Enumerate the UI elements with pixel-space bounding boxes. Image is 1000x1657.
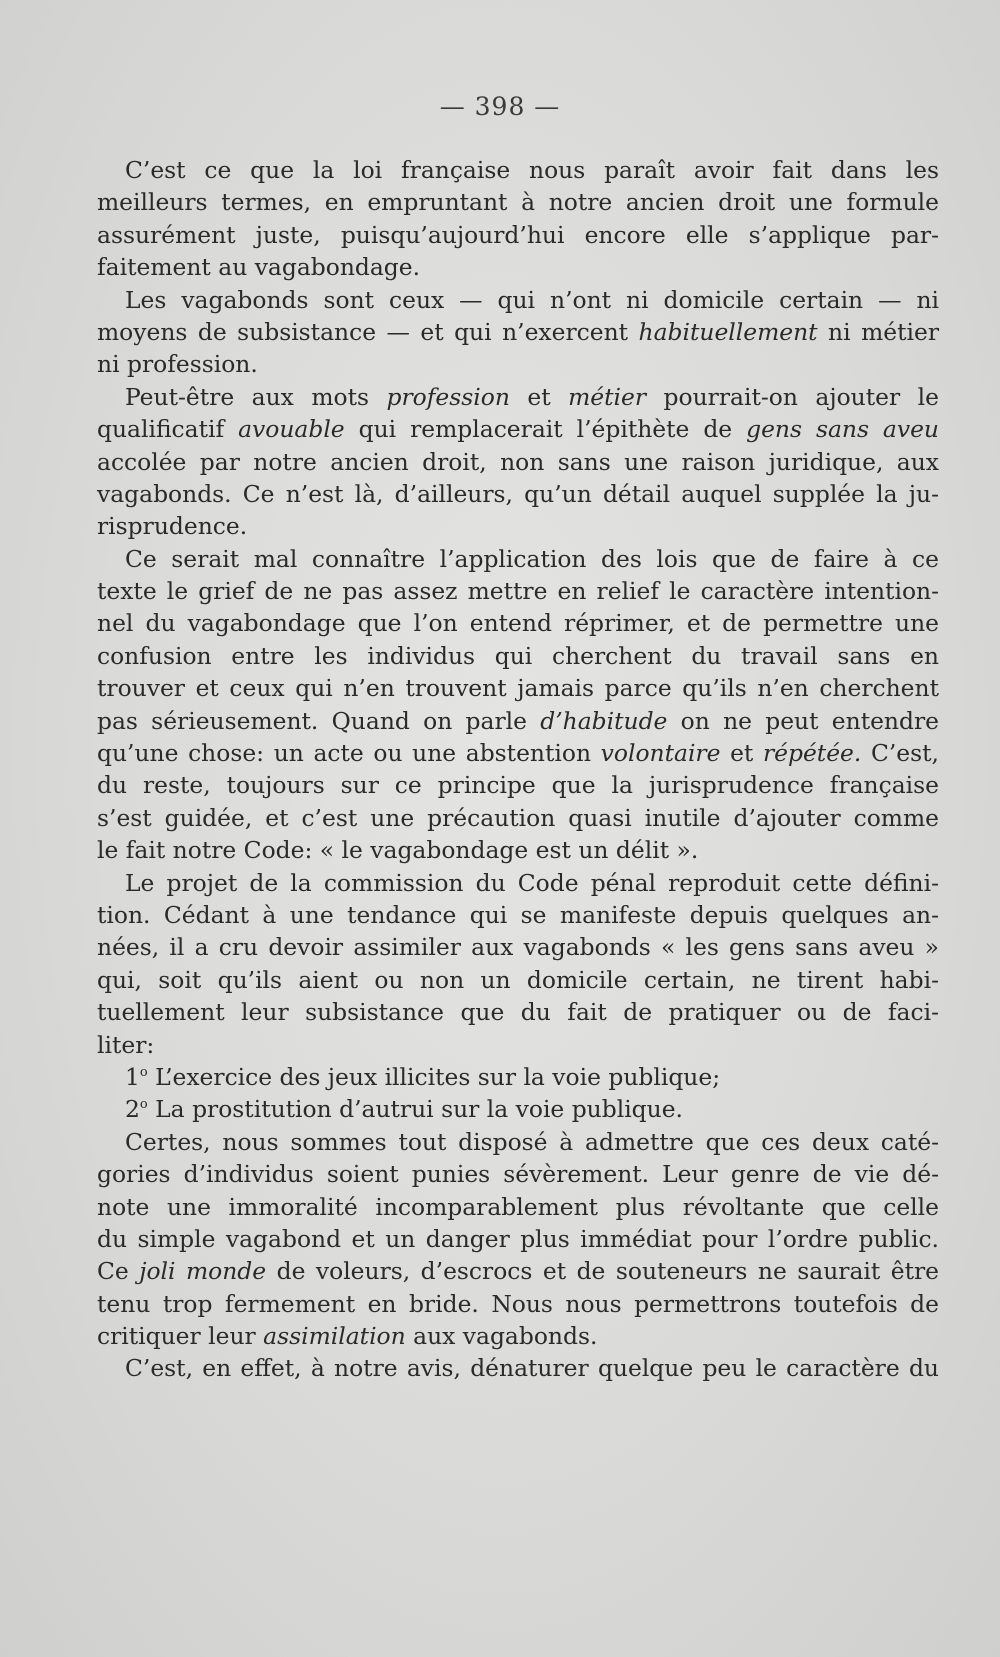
italic-text: d’habitude xyxy=(540,706,668,735)
italic-text: profession xyxy=(386,382,510,411)
text-line xyxy=(97,575,939,607)
italic-text: assimilation xyxy=(263,1322,406,1351)
text-line xyxy=(97,186,939,218)
text-segment: Ce xyxy=(97,1257,140,1286)
text-line xyxy=(97,1061,939,1093)
text-segment: meilleurs termes, en empruntant à notre ancien droit une formule xyxy=(97,188,939,217)
text-segment: risprudence. xyxy=(97,512,248,541)
text-line xyxy=(97,672,939,704)
text-segment: trouver et ceux qui n’en trouvent jamais parce qu’ils n’en cherchent xyxy=(97,674,939,703)
text-segment: pas sérieusement. Quand on parle xyxy=(97,706,541,735)
text-segment: nées, il a cru devoir assimiler aux vagabonds « les gens sans aveu » xyxy=(97,933,939,962)
text-segment: tion. Cédant à une tendance qui se manifeste depuis quelques an- xyxy=(97,900,939,929)
text-segment: ni profession. xyxy=(97,350,258,379)
text-segment: note une immoralité incomparablement plus révoltante que celle xyxy=(97,1192,939,1221)
text-line xyxy=(97,316,939,348)
text-line xyxy=(97,737,939,769)
text-segment: assurément juste, puisqu’aujourd’hui encore elle s’applique par- xyxy=(97,220,939,249)
text-segment: accolée par notre ancien droit, non sans une raison juridique, aux xyxy=(97,447,939,476)
text-segment: aux vagabonds. xyxy=(405,1322,598,1351)
text-segment: s’est guidée, et c’est une précaution quasi inutile d’ajouter comme xyxy=(97,803,939,832)
text-line xyxy=(97,1093,939,1125)
text-segment: et xyxy=(509,382,569,411)
text-segment: du simple vagabond et un danger plus immédiat pour l’ordre public. xyxy=(97,1224,939,1253)
italic-text: volontaire xyxy=(600,739,721,768)
text-line xyxy=(97,1126,939,1158)
text-line xyxy=(97,1320,939,1352)
text-segment: liter: xyxy=(97,1030,155,1059)
text-segment: Ce serait mal connaître l’application des lois que de faire à ce xyxy=(125,544,939,573)
text-segment: qu’une chose: un acte ou une abstention xyxy=(97,739,601,768)
italic-text: habituellement xyxy=(638,317,818,346)
italic-text: joli monde xyxy=(139,1257,267,1286)
ordinal-marker: o xyxy=(139,1065,148,1081)
text-segment: on ne peut entendre xyxy=(667,706,939,735)
text-line xyxy=(97,1191,939,1223)
text-line xyxy=(97,543,939,575)
text-line xyxy=(97,607,939,639)
text-line xyxy=(97,996,939,1028)
text-line xyxy=(97,1223,939,1255)
text-segment: 1 xyxy=(125,1062,140,1091)
text-segment: C’est ce que la loi française nous paraît avoir fait dans les xyxy=(125,156,939,184)
text-segment: La prostitution d’autrui sur la voie publique. xyxy=(147,1095,683,1124)
text-segment: le fait notre Code: « le vagabondage est un délit ». xyxy=(97,836,699,865)
text-segment: gories d’individus soient punies sévèrement. Leur genre de vie dé- xyxy=(97,1160,939,1189)
text-line xyxy=(97,1255,939,1287)
text-line xyxy=(97,348,939,380)
text-line xyxy=(97,1158,939,1190)
text-segment: pourrait-on ajouter le xyxy=(646,382,939,411)
text-line xyxy=(97,964,939,996)
text-line xyxy=(97,284,939,316)
text-segment: faitement au vagabondage. xyxy=(97,253,421,282)
text-line xyxy=(97,899,939,931)
text-line xyxy=(97,510,939,542)
text-line xyxy=(97,867,939,899)
text-line xyxy=(97,251,939,283)
text-line xyxy=(97,478,939,510)
italic-text: métier xyxy=(568,382,647,411)
text-line xyxy=(97,381,939,413)
text-segment: L’exercice des jeux illicites sur la voie publique; xyxy=(147,1062,721,1091)
italic-text: répétée. xyxy=(762,739,862,768)
text-line xyxy=(97,802,939,834)
text-line xyxy=(97,413,939,445)
text-segment: de voleurs, d’escrocs et de souteneurs ne saurait être xyxy=(266,1257,940,1286)
text-line xyxy=(97,640,939,672)
text-segment: Peut-être aux mots xyxy=(125,382,387,411)
text-segment: du reste, toujours sur ce principe que la jurisprudence française xyxy=(97,771,939,800)
text-segment: C’est, en effet, à notre avis, dénaturer quelque peu le caractère du xyxy=(125,1354,939,1383)
text-line xyxy=(97,834,939,866)
text-segment: texte le grief de ne pas assez mettre en relief le caractère intention- xyxy=(97,577,939,606)
text-segment: Les vagabonds sont ceux — qui n’ont ni domicile certain — ni xyxy=(125,285,939,314)
text-line xyxy=(97,1288,939,1320)
text-line xyxy=(97,446,939,478)
text-segment: ni métier xyxy=(817,317,939,346)
text-segment: tuellement leur subsistance que du fait de pratiquer ou de faci- xyxy=(97,998,939,1027)
ordinal-marker: o xyxy=(139,1097,148,1113)
text-segment: moyens de subsistance — et qui n’exercent xyxy=(97,317,639,346)
text-line xyxy=(97,931,939,963)
text-segment: Le projet de la commission du Code pénal reproduit cette défini- xyxy=(125,868,939,897)
text-segment: C’est, xyxy=(861,739,939,768)
text-line xyxy=(97,769,939,801)
text-segment: vagabonds. Ce n’est là, d’ailleurs, qu’un détail auquel supplée la ju- xyxy=(97,479,939,508)
text-segment: qui remplacerait l’épithète de xyxy=(344,415,747,444)
italic-text: avouable xyxy=(238,415,345,444)
text-segment: Certes, nous sommes tout disposé à admettre que ces deux caté- xyxy=(125,1127,939,1156)
text-segment: tenu trop fermement en bride. Nous nous permettrons toutefois de xyxy=(97,1289,939,1318)
italic-text: gens sans aveu xyxy=(746,415,939,444)
text-segment: qui, soit qu’ils aient ou non un domicile certain, ne tirent habi- xyxy=(97,965,939,994)
text-line xyxy=(97,219,939,251)
text-segment: confusion entre les individus qui cherchent du travail sans en xyxy=(97,641,939,670)
text-segment: et xyxy=(720,739,763,768)
text-line xyxy=(97,154,939,186)
body-text xyxy=(97,154,939,1385)
text-segment: critiquer leur xyxy=(97,1322,264,1351)
page-number: — 398 — xyxy=(439,92,561,121)
text-segment: nel du vagabondage que l’on entend réprimer, et de permettre une xyxy=(97,609,939,638)
text-segment: 2 xyxy=(125,1095,140,1124)
text-line xyxy=(97,1029,939,1061)
text-line xyxy=(97,705,939,737)
text-line xyxy=(97,1352,939,1384)
text-segment: qualificatif xyxy=(97,415,239,444)
